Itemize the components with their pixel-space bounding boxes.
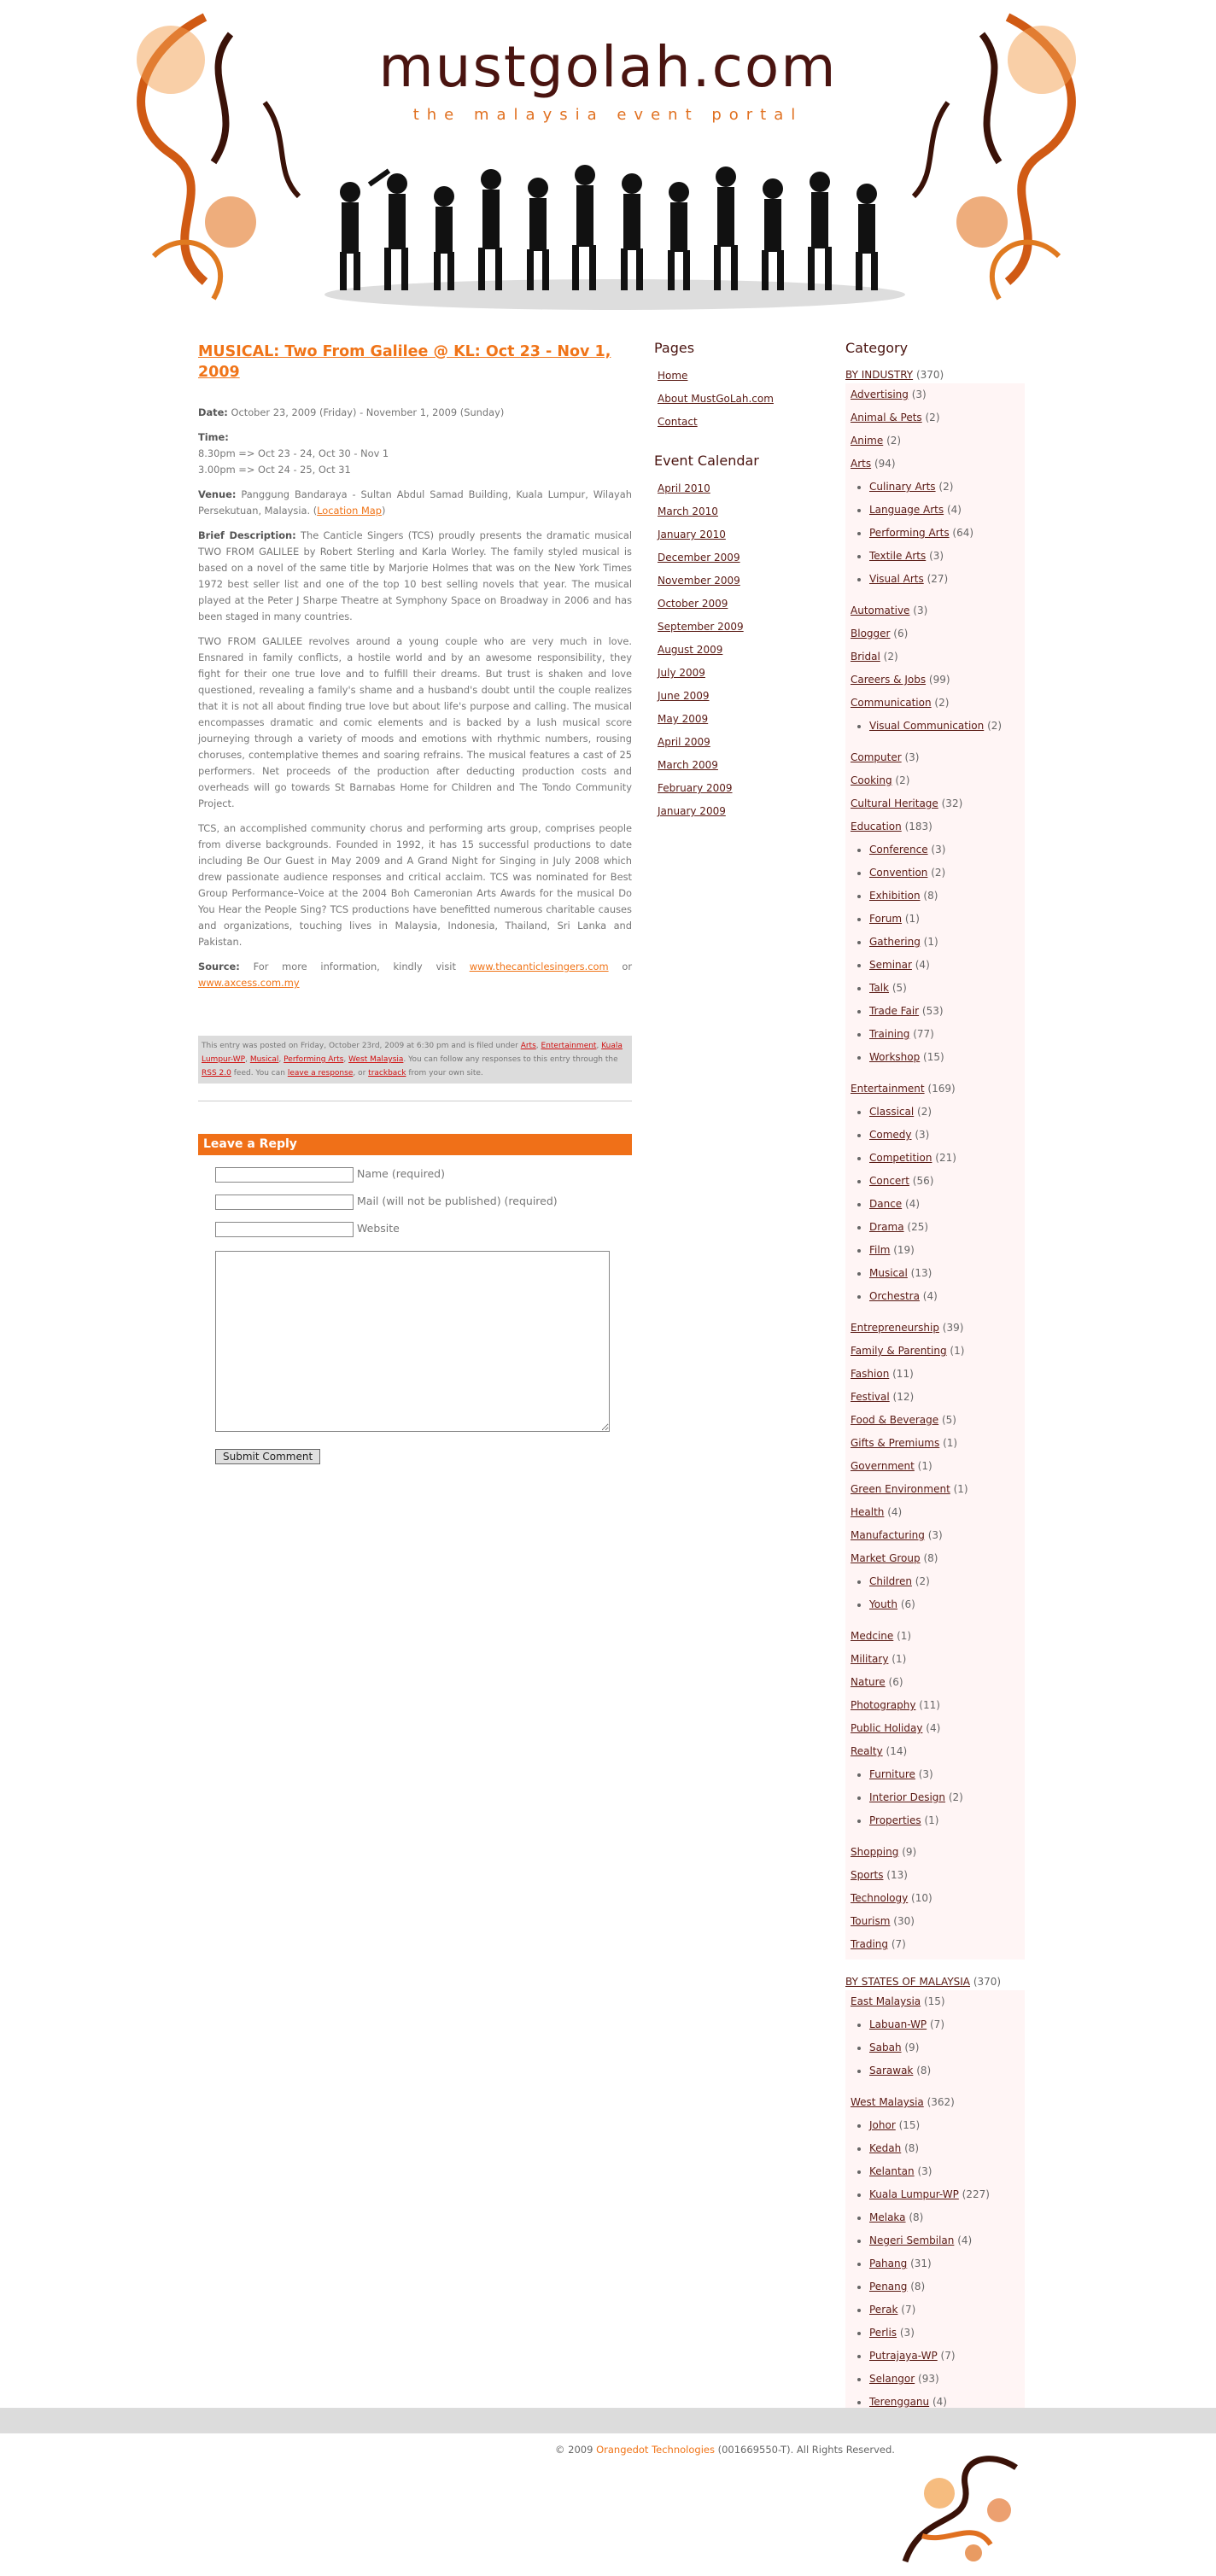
subcategory-item: • Interior Design (2) bbox=[869, 1786, 1025, 1809]
subcategory-item: • Penang (8) bbox=[869, 2275, 1025, 2299]
category-item: Animal & Pets (2) bbox=[851, 412, 940, 423]
subcategory-link[interactable]: Talk bbox=[869, 982, 889, 994]
leave-response-link[interactable]: leave a response bbox=[287, 1069, 354, 1078]
category-item: Festival (12) bbox=[851, 1391, 915, 1403]
states-category-group bbox=[845, 1990, 1025, 2426]
by-industry-link[interactable]: BY INDUSTRY bbox=[845, 369, 914, 381]
subcategory-link[interactable]: Convention bbox=[869, 867, 928, 879]
event-calendar-list bbox=[654, 477, 825, 823]
source-link-axcess[interactable]: www.axcess.com.my bbox=[198, 977, 300, 989]
post-venue: Venue: Panggung Bandaraya - Sultan Abdul Samad Building, Kuala Lumpur, Wilayah Persekutuan, Malaysia. (Location Map) bbox=[198, 488, 632, 517]
subcategory-item: • Youth (6) bbox=[869, 1593, 1025, 1616]
subcategory-item: • Competition (21) bbox=[869, 1147, 1025, 1170]
post-paragraph-2: TWO FROM GALILEE revolves around a young couple who are very much in love. Ensnared in family conflicts, a hostile world and by an awesome responsibility, they fight for their one true love and to fulfill their dreams. But trust is shaken and love questioned, revealing a family's shame and a husband's doubt until the couple realizes that it is not all about finding true love but about life's purpose and calling. The musical encompasses dramatic and comic elements and is backed by a lush musical score journeying through a variety of moods and emotions with rhythmic numbers, rousing choruses, contemplative themes and soaring refrains. The musical features a cast of 25 performers. Net proceeds of the production after deducting production costs and overheads will go towards St Barnabas Home for Children and The Tondo Community Project. bbox=[198, 635, 632, 809]
category-item: Education (183) bbox=[851, 821, 932, 832]
meta-category-link[interactable]: Musical bbox=[249, 1055, 279, 1064]
website-row bbox=[215, 1220, 632, 1237]
subcategory-item: • Sabah (9) bbox=[869, 2036, 1025, 2059]
location-map-link[interactable]: Location Map bbox=[317, 505, 382, 517]
category-item: Entertainment (169) bbox=[851, 1083, 956, 1095]
meta-category-link[interactable]: Kuala Lumpur-WP bbox=[202, 1042, 623, 1064]
category-link[interactable]: Computer bbox=[851, 751, 902, 763]
subcategory-item: • Workshop (15) bbox=[869, 1046, 1025, 1069]
calendar-month-link[interactable]: February 2009 bbox=[658, 782, 733, 794]
category-link[interactable]: Photography bbox=[851, 1699, 916, 1711]
category-item: Market Group (8) bbox=[851, 1552, 938, 1564]
subcategory-link[interactable]: Negeri Sembilan bbox=[869, 2234, 955, 2246]
footer-copyright: © 2009 Orangedot Technologies (001669550-T). All Rights Reserved. bbox=[555, 2444, 895, 2456]
subcategory-link[interactable]: Johor bbox=[869, 2119, 896, 2131]
source-link-canticle[interactable]: www.thecanticlesingers.com bbox=[469, 961, 609, 973]
category-link[interactable]: Fashion bbox=[851, 1368, 890, 1380]
by-states-link[interactable]: BY STATES OF MALAYSIA bbox=[845, 1976, 971, 1988]
name-label: Name (required) bbox=[357, 1167, 445, 1180]
post-brief: Brief Description: The Canticle Singers (TCS) proudly presents the dramatic musical TWO FROM GALILEE by Robert Sterling and Karla Worley. The family styled musical is based on a novel of the same title by Marjorie Holmes that was on the New York Times 1972 best seller list and one of the top 10 best selling novels that year. The musical played at the Peter J Sharpe Theatre at Symphony Space on Broadway in 2006 and has been staged in many countries. bbox=[198, 529, 633, 622]
calendar-month-link[interactable]: November 2009 bbox=[658, 575, 740, 587]
subcategory-item: • Kelantan (3) bbox=[869, 2160, 1025, 2183]
subcategory-link[interactable]: Interior Design bbox=[869, 1791, 946, 1803]
page-link-home[interactable]: Home bbox=[658, 370, 688, 382]
post-date: Date: October 23, 2009 (Friday) - November 1, 2009 (Sunday) bbox=[198, 406, 505, 418]
calendar-month-link[interactable]: March 2009 bbox=[658, 759, 718, 771]
subcategory-list bbox=[851, 1763, 1025, 1832]
subcategory-item: • Perlis (3) bbox=[869, 2322, 1025, 2345]
page-link-contact[interactable]: Contact bbox=[658, 416, 698, 428]
subcategory-list bbox=[851, 476, 1025, 591]
category-item: Computer (3) bbox=[851, 751, 920, 763]
subcategory-link[interactable]: Workshop bbox=[869, 1051, 921, 1063]
subcategory-link[interactable]: Kuala Lumpur-WP bbox=[869, 2188, 959, 2200]
site-title[interactable]: mustgolah.com bbox=[378, 34, 838, 100]
subcategory-item: • Children (2) bbox=[869, 1570, 1025, 1593]
subcategory-item: • Johor (15) bbox=[869, 2114, 1025, 2137]
category-link[interactable]: Arts bbox=[851, 458, 872, 470]
post-meta: This entry was posted on Friday, October 23rd, 2009 at 6:30 pm and is filed under Arts, Entertainment, Kuala Lumpur-WP, Musical, Performing Arts, West Malaysia. You can follow any responses to this entry through the RSS 2.0 feed. You can leave a response, or trackback from your own site. bbox=[198, 1036, 632, 1084]
category-link[interactable]: West Malaysia bbox=[851, 2096, 924, 2108]
category-item: Blogger (6) bbox=[851, 628, 909, 640]
calendar-month-link[interactable]: March 2010 bbox=[658, 505, 718, 517]
category-link[interactable]: East Malaysia bbox=[851, 1995, 921, 2007]
subcategory-link[interactable]: Perak bbox=[869, 2304, 898, 2316]
category-item: Family & Parenting (1) bbox=[851, 1345, 965, 1357]
category-item: Advertising (3) bbox=[851, 388, 927, 400]
subcategory-item: • Comedy (3) bbox=[869, 1124, 1025, 1147]
website-input[interactable] bbox=[215, 1222, 354, 1237]
category-item: Bridal (2) bbox=[851, 651, 898, 663]
subcategory-list bbox=[851, 715, 1025, 738]
subcategory-item: • Melaka (8) bbox=[869, 2206, 1025, 2229]
subcategory-item: • Dance (4) bbox=[869, 1193, 1025, 1216]
subcategory-item: • Furniture (3) bbox=[869, 1763, 1025, 1786]
subcategory-item: • Musical (13) bbox=[869, 1262, 1025, 1285]
subcategory-item: • Selangor (93) bbox=[869, 2368, 1025, 2391]
subcategory-item: • Putrajaya-WP (7) bbox=[869, 2345, 1025, 2368]
subcategory-list bbox=[851, 838, 1025, 1069]
meta-category-link[interactable]: Entertainment bbox=[541, 1042, 597, 1050]
category-item: Manufacturing (3) bbox=[851, 1529, 943, 1541]
pages-sidebar bbox=[654, 340, 825, 842]
subcategory-link[interactable]: Culinary Arts bbox=[869, 481, 936, 493]
subcategory-item: • Drama (25) bbox=[869, 1216, 1025, 1239]
subcategory-list bbox=[851, 1570, 1025, 1616]
category-link[interactable]: Anime bbox=[851, 435, 884, 447]
name-row bbox=[215, 1165, 632, 1183]
subcategory-link[interactable]: Training bbox=[869, 1028, 910, 1040]
subcategory-item: • Trade Fair (53) bbox=[869, 1000, 1025, 1023]
subcategory-link[interactable]: Seminar bbox=[869, 959, 912, 971]
meta-category-link[interactable]: Arts bbox=[520, 1042, 536, 1050]
subcategory-list bbox=[851, 1101, 1025, 1308]
mail-label: Mail (will not be published) (required) bbox=[357, 1195, 558, 1207]
rss-link[interactable]: RSS 2.0 bbox=[202, 1069, 231, 1078]
subcategory-item: • Conference (3) bbox=[869, 838, 1025, 862]
pages-list bbox=[654, 365, 825, 434]
subcategory-link[interactable]: Properties bbox=[869, 1814, 921, 1826]
submit-comment-button[interactable]: Submit Comment bbox=[215, 1449, 320, 1464]
subcategory-item: • Gathering (1) bbox=[869, 931, 1025, 954]
category-item: Public Holiday (4) bbox=[851, 1722, 941, 1734]
category-link[interactable]: Sports bbox=[851, 1869, 884, 1881]
category-link[interactable]: Animal & Pets bbox=[851, 412, 922, 423]
comment-textarea[interactable] bbox=[215, 1251, 610, 1432]
subcategory-link[interactable]: Classical bbox=[869, 1106, 915, 1118]
subcategory-item: • Textile Arts (3) bbox=[869, 545, 1025, 568]
footer-bar bbox=[0, 2408, 1216, 2433]
subcategory-link[interactable]: Sarawak bbox=[869, 2065, 914, 2077]
category-link[interactable]: Government bbox=[851, 1460, 915, 1472]
mail-row bbox=[215, 1193, 632, 1210]
site-tagline: the malaysia event portal bbox=[412, 106, 804, 124]
category-link[interactable]: Entertainment bbox=[851, 1083, 925, 1095]
subcategory-item: • Pahang (31) bbox=[869, 2252, 1025, 2275]
subcategory-item: • Classical (2) bbox=[869, 1101, 1025, 1124]
category-item: Arts (94) bbox=[851, 458, 896, 470]
subcategory-link[interactable]: Orchestra bbox=[869, 1290, 920, 1302]
category-item: Technology (10) bbox=[851, 1892, 932, 1904]
category-item: Realty (14) bbox=[851, 1745, 908, 1757]
category-link[interactable]: Green Environment bbox=[851, 1483, 950, 1495]
trackback-link[interactable]: trackback bbox=[368, 1069, 406, 1078]
calendar-month-link[interactable]: July 2009 bbox=[658, 667, 705, 679]
subcategory-list bbox=[851, 2013, 1025, 2082]
subcategory-item: • Exhibition (8) bbox=[869, 885, 1025, 908]
category-item: Sports (13) bbox=[851, 1869, 908, 1881]
subcategory-item: • Visual Communication (2) bbox=[869, 715, 1025, 738]
subcategory-link[interactable]: Textile Arts bbox=[869, 550, 927, 562]
category-item: Shopping (9) bbox=[851, 1846, 917, 1858]
post-content bbox=[198, 342, 632, 1465]
calendar-month-link[interactable]: April 2009 bbox=[658, 736, 710, 748]
subcategory-item: • Kedah (8) bbox=[869, 2137, 1025, 2160]
subcategory-item: • Sarawak (8) bbox=[869, 2059, 1025, 2082]
subcategory-link[interactable]: Performing Arts bbox=[869, 527, 950, 539]
subcategory-link[interactable]: Perlis bbox=[869, 2327, 897, 2339]
category-link[interactable]: Education bbox=[851, 821, 902, 832]
calendar-month-link[interactable]: December 2009 bbox=[658, 552, 740, 564]
category-link[interactable]: Nature bbox=[851, 1676, 886, 1688]
subcategory-item: • Properties (1) bbox=[869, 1809, 1025, 1832]
category-item: Cooking (2) bbox=[851, 774, 910, 786]
subcategory-link[interactable]: Conference bbox=[869, 844, 928, 856]
category-item: Green Environment (1) bbox=[851, 1483, 968, 1495]
footer-floral-ornament-icon bbox=[888, 2433, 1033, 2570]
category-link[interactable]: Market Group bbox=[851, 1552, 921, 1564]
calendar-month-link[interactable]: January 2009 bbox=[658, 805, 726, 817]
category-top-states: BY STATES OF MALAYSIA (370) bbox=[845, 1976, 1002, 1988]
category-item: Photography (11) bbox=[851, 1699, 940, 1711]
subcategory-link[interactable]: Terengganu bbox=[869, 2396, 930, 2408]
subcategory-list bbox=[851, 2114, 1025, 2414]
subcategory-link[interactable]: Forum bbox=[869, 913, 903, 925]
category-link[interactable]: Communication bbox=[851, 697, 932, 709]
subcategory-link[interactable]: Competition bbox=[869, 1152, 932, 1164]
subcategory-link[interactable]: Concert bbox=[869, 1175, 909, 1187]
subcategory-link[interactable]: Kelantan bbox=[869, 2165, 915, 2177]
subcategory-item: • Film (19) bbox=[869, 1239, 1025, 1262]
category-item: Cultural Heritage (32) bbox=[851, 797, 963, 809]
category-item: Military (1) bbox=[851, 1653, 907, 1665]
subcategory-link[interactable]: Selangor bbox=[869, 2373, 915, 2385]
category-item: Medcine (1) bbox=[851, 1630, 912, 1642]
calendar-month-link[interactable]: August 2009 bbox=[658, 644, 723, 656]
subcategory-link[interactable]: Drama bbox=[869, 1221, 904, 1233]
category-item: East Malaysia (15) bbox=[851, 1995, 945, 2007]
subcategory-item: • Seminar (4) bbox=[869, 954, 1025, 977]
category-item: Fashion (11) bbox=[851, 1368, 914, 1380]
category-top-industry: BY INDUSTRY (370) bbox=[845, 369, 944, 381]
category-item: Careers & Jobs (99) bbox=[851, 674, 950, 686]
subcategory-item: • Kuala Lumpur-WP (227) bbox=[869, 2183, 1025, 2206]
company-link[interactable]: Orangedot Technologies bbox=[596, 2444, 715, 2456]
category-item: Trading (7) bbox=[851, 1938, 906, 1950]
category-item: Entrepreneurship (39) bbox=[851, 1322, 964, 1334]
subcategory-link[interactable]: Furniture bbox=[869, 1768, 915, 1780]
category-link[interactable]: Bridal bbox=[851, 651, 880, 663]
category-link[interactable]: Trading bbox=[851, 1938, 889, 1950]
calendar-month-link[interactable]: April 2010 bbox=[658, 482, 710, 494]
category-link[interactable]: Military bbox=[851, 1653, 889, 1665]
subcategory-link[interactable]: Trade Fair bbox=[869, 1005, 920, 1017]
subcategory-item: • Performing Arts (64) bbox=[869, 522, 1025, 545]
post-source: Source: For more information, kindly visit www.thecanticlesingers.com or www.axcess.com.my bbox=[198, 961, 633, 989]
calendar-month-link[interactable]: June 2009 bbox=[658, 690, 710, 702]
category-heading: Category bbox=[845, 340, 909, 356]
calendar-month-link[interactable]: May 2009 bbox=[658, 713, 709, 725]
pages-heading: Pages bbox=[654, 340, 695, 356]
subcategory-item: • Negeri Sembilan (4) bbox=[869, 2229, 1025, 2252]
category-item: Nature (6) bbox=[851, 1676, 903, 1688]
meta-category-link[interactable]: Performing Arts bbox=[284, 1055, 344, 1064]
subcategory-item: • Training (77) bbox=[869, 1023, 1025, 1046]
name-input[interactable] bbox=[215, 1167, 354, 1183]
subcategory-link[interactable]: Musical bbox=[869, 1267, 908, 1279]
subcategory-link[interactable]: Youth bbox=[869, 1598, 897, 1610]
category-link[interactable]: Shopping bbox=[851, 1846, 899, 1858]
category-link[interactable]: Festival bbox=[851, 1391, 890, 1403]
subcategory-link[interactable]: Sabah bbox=[869, 2042, 902, 2053]
category-link[interactable]: Technology bbox=[851, 1892, 909, 1904]
category-link[interactable]: Automative bbox=[851, 605, 910, 616]
category-link[interactable]: Blogger bbox=[851, 628, 891, 640]
subcategory-item: • Visual Arts (27) bbox=[869, 568, 1025, 591]
post-paragraph-3: TCS, an accomplished community chorus and performing arts group, comprises people from diverse backgrounds. Founded in 1992, it has 15 successful productions to date including Be Our Guest in May 2009 and A Grand Night for Singing in July 2008 which drew passionate audience responses and critical acclaim. TCS was nominated for Best Group Performance–Voice at the 2004 Boh Cameronian Arts Awards for the musical Do You Hear the People Sing? TCS productions have benefitted numerous charitable causes and organizations, touching lives in Malaysia, Indonesia, Thailand, Sri Lanka and Pakistan. bbox=[198, 822, 632, 948]
category-link[interactable]: Tourism bbox=[851, 1915, 891, 1927]
event-calendar-heading: Event Calendar bbox=[654, 453, 759, 469]
subcategory-link[interactable]: Children bbox=[869, 1575, 912, 1587]
subcategory-link[interactable]: Gathering bbox=[869, 936, 921, 948]
category-link[interactable]: Gifts & Premiums bbox=[851, 1437, 940, 1449]
category-item: West Malaysia (362) bbox=[851, 2096, 955, 2108]
calendar-month-link[interactable]: October 2009 bbox=[658, 598, 728, 610]
leave-reply-heading: Leave a Reply bbox=[198, 1134, 632, 1155]
subcategory-item: • Labuan-WP (7) bbox=[869, 2013, 1025, 2036]
dancers-silhouette-icon bbox=[316, 158, 914, 312]
subcategory-link[interactable]: Exhibition bbox=[869, 890, 921, 902]
subcategory-link[interactable]: Putrajaya-WP bbox=[869, 2350, 938, 2362]
subcategory-link[interactable]: Film bbox=[869, 1244, 891, 1256]
subcategory-link[interactable]: Labuan-WP bbox=[869, 2018, 927, 2030]
meta-category-link[interactable]: West Malaysia bbox=[348, 1055, 404, 1064]
category-link[interactable]: Realty bbox=[851, 1745, 883, 1757]
category-item: Government (1) bbox=[851, 1460, 932, 1472]
category-item: Automative (3) bbox=[851, 605, 928, 616]
category-item: Tourism (30) bbox=[851, 1915, 915, 1927]
category-item: Communication (2) bbox=[851, 697, 950, 709]
subcategory-link[interactable]: Penang bbox=[869, 2281, 908, 2293]
subcategory-item: • Convention (2) bbox=[869, 862, 1025, 885]
category-link[interactable]: Cultural Heritage bbox=[851, 797, 938, 809]
subcategory-item: • Terengganu (4) bbox=[869, 2391, 1025, 2414]
subcategory-item: • Perak (7) bbox=[869, 2299, 1025, 2322]
calendar-month-link[interactable]: January 2010 bbox=[658, 529, 726, 540]
category-item: Food & Beverage (5) bbox=[851, 1414, 956, 1426]
category-item: Gifts & Premiums (1) bbox=[851, 1437, 958, 1449]
subcategory-link[interactable]: Kedah bbox=[869, 2142, 902, 2154]
subcategory-item: • Talk (5) bbox=[869, 977, 1025, 1000]
category-sidebar bbox=[845, 340, 1030, 2426]
category-link[interactable]: Public Holiday bbox=[851, 1722, 923, 1734]
mail-input[interactable] bbox=[215, 1195, 354, 1210]
category-link[interactable]: Advertising bbox=[851, 388, 909, 400]
subcategory-item: • Forum (1) bbox=[869, 908, 1025, 931]
post-title[interactable]: MUSICAL: Two From Galilee @ KL: Oct 23 - Nov 1, 2009 bbox=[198, 343, 611, 381]
website-label: Website bbox=[357, 1222, 400, 1235]
category-link[interactable]: Entrepreneurship bbox=[851, 1322, 939, 1334]
category-link[interactable]: Cooking bbox=[851, 774, 892, 786]
category-link[interactable]: Food & Beverage bbox=[851, 1414, 939, 1426]
subcategory-item: • Language Arts (4) bbox=[869, 499, 1025, 522]
category-link[interactable]: Manufacturing bbox=[851, 1529, 925, 1541]
subcategory-item: • Concert (56) bbox=[869, 1170, 1025, 1193]
category-link[interactable]: Family & Parenting bbox=[851, 1345, 947, 1357]
category-link[interactable]: Health bbox=[851, 1506, 885, 1518]
page-link-about[interactable]: About MustGoLah.com bbox=[658, 393, 774, 405]
post-time: Time: 8.30pm => Oct 23 - 24, Oct 30 - Nov 1 3.00pm => Oct 24 - 25, Oct 31 bbox=[198, 431, 389, 476]
category-link[interactable]: Medcine bbox=[851, 1630, 894, 1642]
category-item: Health (4) bbox=[851, 1506, 903, 1518]
category-item: Anime (2) bbox=[851, 435, 902, 447]
subcategory-item: • Culinary Arts (2) bbox=[869, 476, 1025, 499]
subcategory-link[interactable]: Visual Communication bbox=[869, 720, 985, 732]
subcategory-link[interactable]: Melaka bbox=[869, 2211, 906, 2223]
subcategory-link[interactable]: Visual Arts bbox=[869, 573, 924, 585]
subcategory-link[interactable]: Comedy bbox=[869, 1129, 912, 1141]
category-link[interactable]: Careers & Jobs bbox=[851, 674, 927, 686]
industry-category-group bbox=[845, 383, 1025, 1960]
calendar-month-link[interactable]: September 2009 bbox=[658, 621, 744, 633]
subcategory-link[interactable]: Pahang bbox=[869, 2258, 908, 2269]
subcategory-link[interactable]: Language Arts bbox=[869, 504, 944, 516]
subcategory-item: • Orchestra (4) bbox=[869, 1285, 1025, 1308]
subcategory-link[interactable]: Dance bbox=[869, 1198, 903, 1210]
